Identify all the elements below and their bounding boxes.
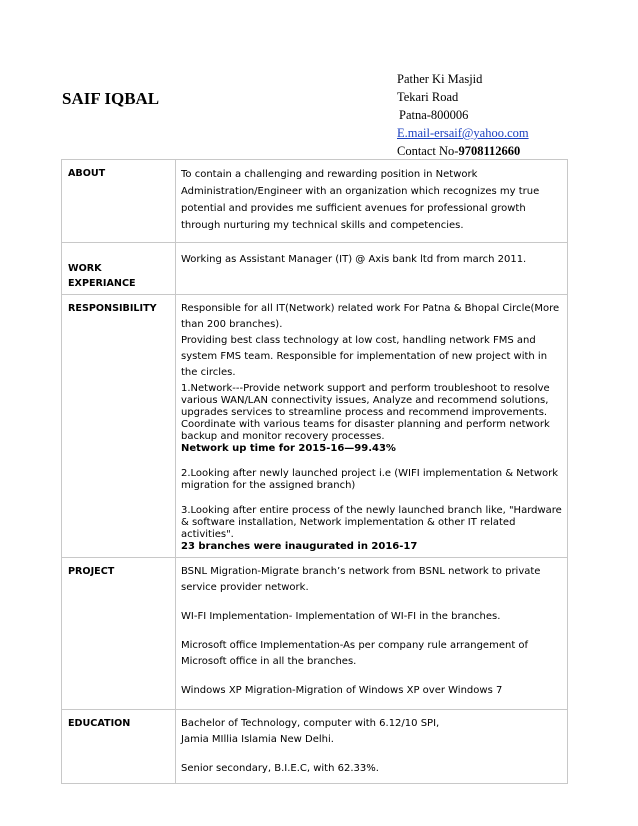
responsibility-content — [176, 295, 568, 558]
email-link[interactable]: E.mail-ersaif@yahoo.com — [397, 126, 529, 140]
candidate-name: SAIF IQBAL — [62, 89, 160, 108]
project-item: BSNL Migration-Migrate branch’s network from BSNL network to private service provider network. — [181, 566, 541, 593]
resume-table — [61, 159, 568, 784]
responsibility-point-2: 2.Looking after newly launched project i.e (WIFI implementation & Network migration for the assigned branch) — [181, 468, 559, 491]
project-item: Windows XP Migration-Migration of Windows XP over Windows 7 — [181, 685, 503, 696]
responsibility-row — [62, 295, 568, 558]
project-row — [62, 558, 568, 710]
about-text: To contain a challenging and rewarding position in Network Administration/Engineer with an organization which recognizes my true potential and provides me sufficient avenues for professional growth through nurturing my technical skills and competencies. — [176, 160, 568, 243]
address-line-2: Tekari Road — [397, 90, 459, 104]
education-label: EDUCATION — [62, 710, 176, 784]
responsibility-point-3: 3.Looking after entire process of the newly launched branch like, "Hardware & software installation, Network implementation & other IT related activities". — [181, 505, 562, 540]
project-label: PROJECT — [62, 558, 176, 710]
responsibility-point-1-highlight: Network up time for 2015-16—99.43% — [181, 443, 396, 454]
work-row — [62, 243, 568, 295]
responsibility-point-1: 1.Network---Provide network support and perform troubleshoot to resolve various WAN/LAN connectivity issues, Analyze and recommend solutions, upgrades services to streamline process and recommend improvements. Coordinate with various teams for disaster planning and perform network backup and monitor recovery processes. — [181, 383, 550, 442]
project-item: Microsoft office Implementation-As per company rule arrangement of Microsoft office in all the branches. — [181, 640, 529, 667]
contact-number: 9708112660 — [458, 144, 521, 158]
project-item: WI-FI Implementation- Implementation of WI-FI in the branches. — [181, 611, 501, 622]
address-line-1: Pather Ki Masjid — [397, 72, 483, 86]
education-line-3: Senior secondary, B.I.E.C, with 62.33%. — [181, 763, 379, 774]
education-content — [176, 710, 568, 784]
responsibility-point-3-highlight: 23 branches were inaugurated in 2016-17 — [181, 541, 418, 552]
education-line-2: Jamia MIllia Islamia New Delhi. — [181, 734, 334, 745]
education-row — [62, 710, 568, 784]
responsibility-label: RESPONSIBILITY — [62, 295, 176, 558]
responsibility-intro-2: Providing best class technology at low cost, handling network FMS and system FMS team. Responsible for implementation of new project with in the circles. — [181, 335, 548, 378]
work-text: Working as Assistant Manager (IT) @ Axis bank ltd from march 2011. — [176, 243, 568, 295]
project-content — [176, 558, 568, 710]
responsibility-intro: Responsible for all IT(Network) related work For Patna & Bhopal Circle(More than 200 branches). — [181, 303, 560, 330]
about-row — [62, 160, 568, 243]
education-line-1: Bachelor of Technology, computer with 6.12/10 SPI, — [181, 718, 440, 729]
about-label: ABOUT — [62, 160, 176, 243]
contact-block — [397, 70, 529, 160]
work-label: WORK EXPERIANCE — [62, 243, 176, 295]
address-line-3: Patna-800006 — [399, 108, 469, 122]
contact-label: Contact No- — [397, 144, 459, 158]
contact-number-line — [397, 142, 529, 160]
